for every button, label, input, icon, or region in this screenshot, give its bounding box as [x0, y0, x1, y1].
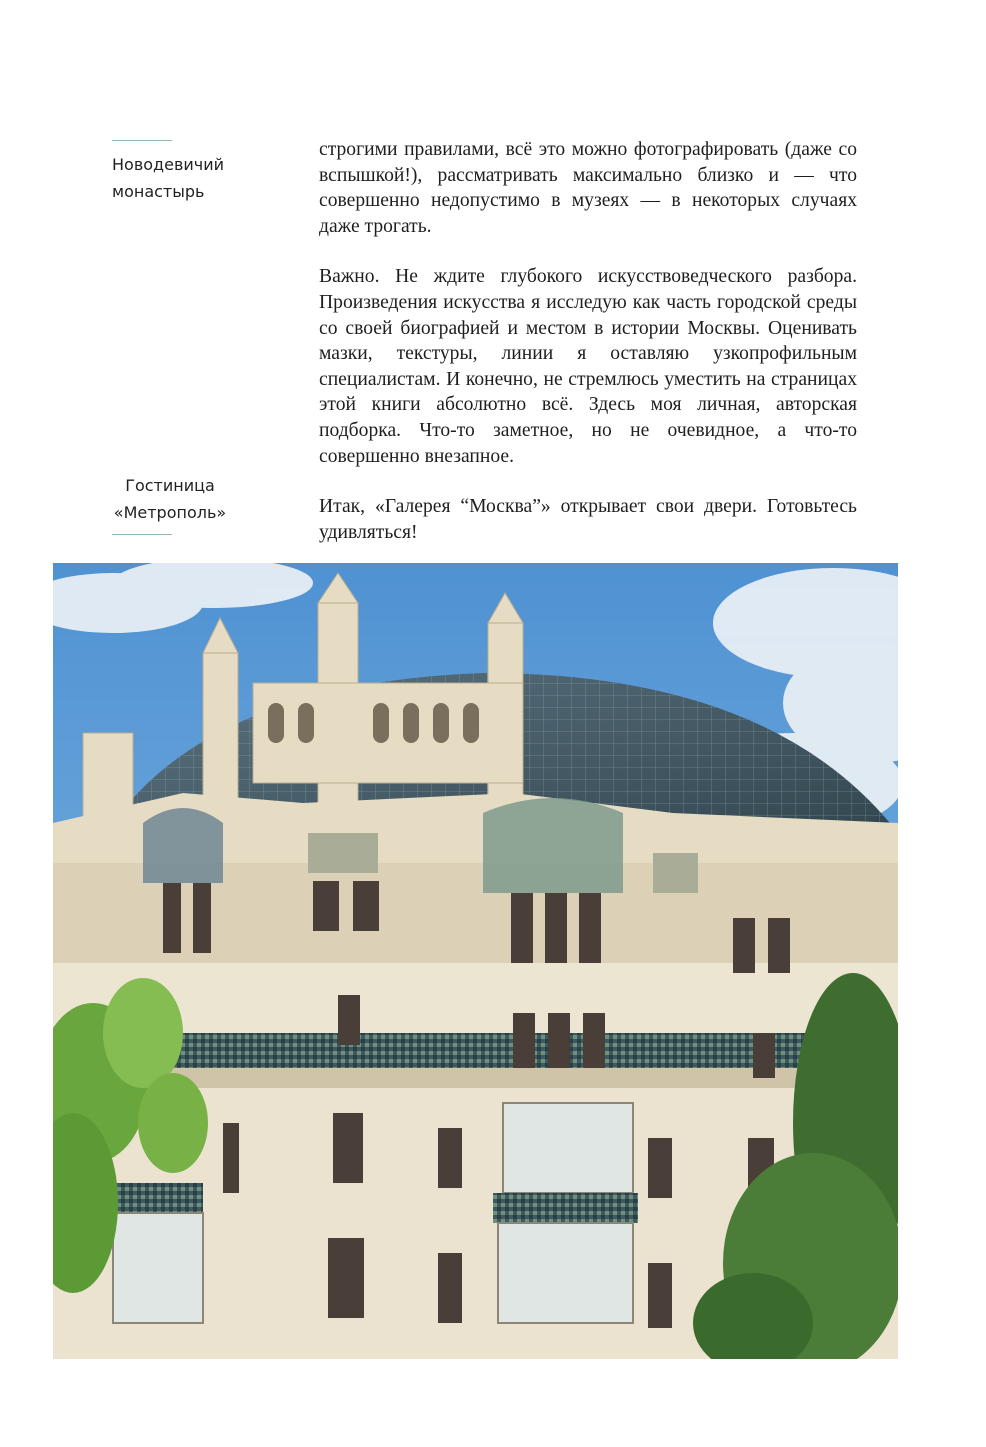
- photo-arches: [268, 703, 479, 743]
- side-note-novodevichy: [112, 140, 224, 205]
- paragraph: строгими правилами, всё это можно фотографировать (даже со вспышкой!), рассматривать максимально близко и — что совершенно недопустимо в музеях — в некоторых случаях даже трогать.: [319, 139, 857, 237]
- paragraph: Итак, «Галерея “Москва”» открывает свои двери. Готовьтесь удивляться!: [319, 496, 857, 543]
- side-note-rule: [112, 140, 172, 141]
- side-note-line: Новодевичий: [112, 155, 225, 174]
- side-note-line: монастырь: [112, 182, 205, 201]
- metropol-photo: [53, 563, 898, 1359]
- side-note-line: Гостиница: [125, 476, 215, 495]
- side-note-rule: [112, 534, 172, 535]
- body-text: [319, 137, 857, 545]
- side-note-metropol: [112, 472, 228, 535]
- paragraph: Важно. Не ждите глубокого искусствоведческого разбора. Произведения искусства я исследую как часть городской среды со своей биографией и местом в истории Москвы. Оценивать мазки, текстуры, линии я оставляю узкопрофильным специалистам. И конечно, не стремлюсь уместить на страницах этой книги абсолютно всё. Здесь моя личная, авторская подборка. Что-то заметное, но не очевидное, а что-то совершенно внезапное.: [319, 266, 857, 467]
- side-note-line: «Метрополь»: [113, 503, 227, 522]
